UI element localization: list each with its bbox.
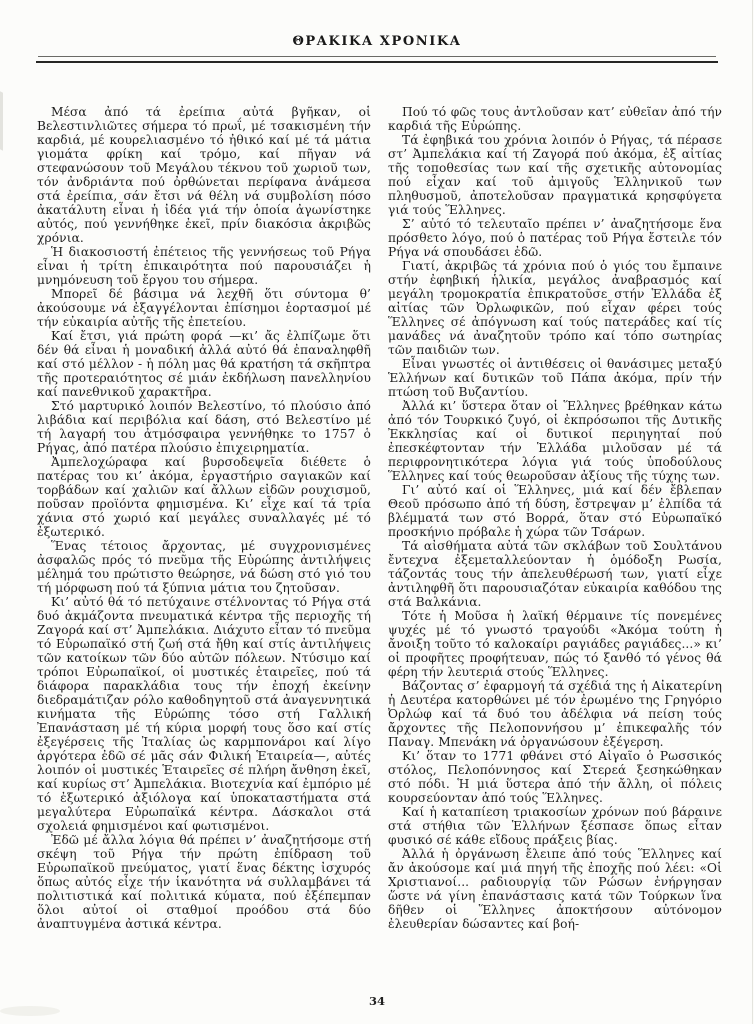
paragraph: Ἀλλά ἡ ὀργάνωση ἔλειπε ἀπό τούς Ἕλληνες καί ἄν ἀκούσομε καί μιά πηγή τῆς ἐποχῆς πού λέει: «Οἱ Χριστιανοί... ραδιουργίᾳ τῶν Ρώσων ἐνήργησαν ὥστε νά γίνη ἐπανάστασις κατά τῶν Τούρκων ἵνα δῆθεν οἱ Ἕλληνες ἀποκτήσουν αὐτόνομον ἐλευθερίαν δώσαντες καί βοή- xyxy=(388,847,722,931)
paragraph: Ἡ διακοσιοστή ἐπέτειος τῆς γεννήσεως τοῦ Ρήγα εἶναι ἡ τρίτη ἐπικαιρότητα πού παρουσιάζει ἡ μνημόνευση τοῦ ἔργου του σήμερα. xyxy=(37,245,371,287)
scan-artifact-left xyxy=(0,91,3,150)
paragraph: Τότε ἡ Μοῦσα ἡ λαϊκή θέρμαινε τίς πονεμένες ψυχές μέ τό γνωστό τραγούδι «Ἀκόμα τούτη ἡ ἄνοιξη τοῦτο τό καλοκαίρι ραγιάδες ραγιάδες...» κι’ οἱ προφῆτες προφήτευαν, πώς τό ξανθό τό γένος θά φέρη τήν λευτεριά στούς Ἕλληνες. xyxy=(388,609,722,679)
paragraph: Γι’ αὐτό καί οἱ Ἕλληνες, μιά καί δέν ἔβλεπαν Θεοῦ πρόσωπο ἀπό τή δύση, ἔστρεψαν μ’ ἐλπίδα τά βλέμματά των στό Βορρά, ὅταν στό Εὐρωπαϊκό προσκήνιο πρόβαλε ἡ χώρα τῶν Τσάρων. xyxy=(388,483,722,539)
paragraph: Καί ἔτσι, γιά πρώτη φορά —κι’ ἄς ἐλπίζωμε ὅτι δέν θά εἶναι ἡ μοναδική ἀλλά αὐτό θά ἐπαναληφθῆ καί στό μέλλον - ἡ πόλη μας θά κρατήση τά σκῆπτρα τῆς προτεραιότητος σέ μιάν ἐκδήλωση πανελληνίου καί πανεθνικοῦ χαρακτῆρα. xyxy=(37,329,371,399)
paragraph: Πού τό φῶς τους ἀντλοῦσαν κατ’ εὐθεῖαν ἀπό τήν καρδιά τῆς Εὐρώπης. xyxy=(388,105,722,133)
paragraph: Ἕνας τέτοιος ἄρχοντας, μέ συγχρονισμένες ἀσφαλῶς πρός τό πνεῦμα τῆς Εὐρώπης ἀντιλήψεις μέλημά του πρώτιστο θεώρησε, νά δώση στό γιό του τή μόρφωση πού τά ξύπνια μάτια του ζητοῦσαν. xyxy=(37,539,371,595)
paragraph: Μέσα ἀπό τά ἐρείπια αὐτά βγῆκαν, οἱ Βελεστινλιῶτες σήμερα τό πρωΐ, μέ τσακισμένη τήν καρδιά, μέ κουρελιασμένο τό ἠθικό καί μέ τά μάτια γιομάτα φρίκη καί τρόμο, καί πῆγαν νά στεφανώσουν τοῦ Μεγάλου τέκνου τοῦ χωριοῦ των, τόν ἀνδριάντα πού ὀρθώνεται περίφανα ἀνάμεσα στά ἐρείπια, σάν ἔτσι νά θέλη νά συμβολίση πόσο ἀκατάλυτη εἶναι ἡ ἰδέα γιά τήν ὁποία ἀγωνίστηκε αὐτός, πού γεννήθηκε ἐκεῖ, πρίν διακόσια ἀκριβῶς χρόνια. xyxy=(37,105,371,245)
right-text-column xyxy=(388,105,722,931)
paragraph: Κι’ ὅταν το 1771 φθάνει στό Αἰγαῖο ὁ Ρωσσικός στόλος, Πελοπόννησος καί Στερεά ξεσηκώθηκαν στό πόδι. Ἡ μιά ὕστερα ἀπό τήν ἄλλη, οἱ πόλεις κουρσεύονταν ἀπό τούς Ἕλληνες. xyxy=(388,749,722,805)
paragraph: Εἶναι γνωστές οἱ ἀντιθέσεις οἱ θανάσιμες μεταξύ Ἑλλήνων καί δυτικῶν τοῦ Πάπα ἀκόμα, πρίν τήν πτώση τοῦ Βυζαντίου. xyxy=(388,357,722,399)
two-column-text-block xyxy=(0,63,754,931)
scan-artifact-right-edge xyxy=(752,0,753,1024)
paragraph: Τά αἰσθήματα αὐτά τῶν σκλάβων τοῦ Σουλτάνου ἔντεχνα ἐξεμεταλλεύονταν ἡ ὁμόδοξη Ρωσία, τάζοντάς τους τήν ἀπελευθέρωσή των, γιατί εἶχε ἀντιληφθῆ ὅτι παρουσιαζόταν εὐκαιρία καθόδου της στά Βαλκάνια. xyxy=(388,539,722,609)
paragraph: Ἐδῶ μέ ἄλλα λόγια θά πρέπει ν’ ἀναζητήσομε στή σκέψη τοῦ Ρήγα τήν πρώτη ἐπίδραση τοῦ Εὐρωπαϊκοῦ πνεύματος, γιατί ἕνας δέκτης ἰσχυρός ὅπως αὐτός εἶχε τήν ἱκανότητα νά συλλαμβάνει τά πολιτιστικά καί πολιτικά κύματα, πού ἐξέπεμπαν ὅλοι αὐτοί οἱ σταθμοί προόδου στά δύο ἀναπτυγμένα ἀστικά κέντρα. xyxy=(37,833,371,931)
paragraph: Βάζοντας σ’ ἐφαρμογή τά σχέδιά της ἡ Αἰκατερίνη ἡ Δευτέρα κατορθώνει μέ τόν ἐρωμένο της Γρηγόριο Ὀρλώφ καί τά δυό του ἀδέλφια νά πείση τούς ἄρχοντες τῆς Πελοποννήσου μ’ ἐπικεφαλῆς τόν Παναγ. Μπενάκη νά ὀργανώσουν ἐξέγερση. xyxy=(388,679,722,749)
paragraph: Καί ἡ καταπίεση τριακοσίων χρόνων πού βάραινε στά στήθια τῶν Ἑλλήνων ξέσπασε ὅπως εἶταν φυσικό σέ κάθε εἴδους πράξεις βίας. xyxy=(388,805,722,847)
left-text-column xyxy=(37,105,371,931)
paragraph: Μπορεῖ δέ βάσιμα νά λεχθῆ ὅτι σύντομα θ’ ἀκούσουμε νά ἐξαγγέλονται ἐπίσημοι ἑορτασμοί μέ τήν εὐκαιρία αὐτῆς τῆς ἐπετείου. xyxy=(37,287,371,329)
paragraph: Κι’ αὐτό θά τό πετύχαινε στέλνοντας τό Ρήγα στά δυό ἀκμάζοντα πνευματικά κέντρα τῆς περιοχῆς τή Ζαγορά καί στ’ Ἀμπελάκια. Διάχυτο εἶταν τό πνεῦμα τό Εὐρωπαϊκό στή ζωή στά ἤθη καί στίς ἀντιλήψεις τῶν κατοίκων τῶν δύο αὐτῶν πόλεων. Ντύσιμο καί τρόποι Εὐρωπαϊκοί, οἱ μυστικές ἑταιρεῖες, πού τά διάφορα παρακλάδια τους τήν ἐποχή ἐκείνην διεδραμάτιζαν ρόλο καθοδηγητοῦ στά ἀναγεννητικά κινήματα τῆς Εὐρώπης τόσο στή Γαλλική Ἐπανάσταση μέ τή κύρια μορφή τους ὅσο καί στίς ἐξεγέρσεις τῆς Ἰταλίας ὡς καρμπονάροι καί λίγο ἀργότερα ἐδῶ σέ μᾶς σάν Φιλική Ἑταιρεία—, αὐτές λοιπόν οἱ μυστικές Ἑταιρεῖες σέ πλήρη ἄνθηση ἐκεῖ, καί κυρίως στ’ Ἀμπελάκια. Βιοτεχνία καί ἐμπόριο μέ τό ἐξωτερικό ἀξιόλογα καί ὑποκαταστήματα στά μεγαλύτερα Εὐρωπαϊκά κέντρα. Δάσκαλοι στά σχολειά φημισμένοι καί φωτισμένοι. xyxy=(37,595,371,833)
paragraph: Τά ἐφηβικά του χρόνια λοιπόν ὁ Ρήγας, τά πέρασε στ’ Ἀμπελάκια καί τή Ζαγορά πού ἀκόμα, ἐξ αἰτίας τῆς τοποθεσίας των καί τῆς σχετικῆς αὐτονομίας πού εἶχαν καί τοῦ ἀμιγοῦς Ἑλληνικοῦ των πληθυσμοῦ, ἀποτελοῦσαν πραγματικά κρησφύγετα γιά τούς Ἕλληνες. xyxy=(388,133,722,217)
paragraph: Ἀμπελοχώραφα καί βυρσοδεψεῖα διέθετε ὁ πατέρας του κι’ ἀκόμα, ἐργαστήριο σαγιακῶν καί τορβάδων καί χαλιῶν καί ἄλλων εἰδῶν ρουχισμοῦ, ποῦσαν προϊόντα φημισμένα. Κι’ εἶχε καί τά τρία χάνια στό χωριό καί μεγάλες συναλλαγές μέ τό ἐξωτερικό. xyxy=(37,455,371,539)
paragraph: Γιατί, ἀκριβῶς τά χρόνια πού ὁ γιός του ἔμπαινε στήν ἐφηβική ἡλικία, μεγάλος ἀναβρασμός καί μεγάλη τρομοκρατία ἐπικρατοῦσε στήν Ἑλλάδα ἐξ αἰτίας τῶν Ὀρλωφικῶν, πού εἶχαν φέρει τούς Ἕλληνες σέ ἀπόγνωση καί τούς πατεράδες καί τίς μανάδες νά ἀναζητοῦν τρόπο καί τόπο σωτηρίας τῶν παιδιῶν των. xyxy=(388,259,722,357)
running-head-title: ΘΡΑΚΙΚΑ ΧΡΟΝΙΚΑ xyxy=(292,34,462,49)
paragraph: Ἀλλά κι’ ὕστερα ὅταν οἱ Ἕλληνες βρέθηκαν κάτω ἀπό τόν Τουρκικό ζυγό, οἱ ἐκπρόσωποι τῆς Δυτικῆς Ἐκκλησίας καί οἱ δυτικοί περιηγηταί πού ἐπεσκέφτονταν τήν Ἑλλάδα μιλοῦσαν μέ τά περιφρονητικότερα λόγια γιά τούς ὑποδούλους Ἕλληνες καί τούς θεωροῦσαν ἀξίους τῆς τύχης των. xyxy=(388,399,722,483)
page-number: 34 xyxy=(368,994,385,1008)
paragraph: Στό μαρτυρικό λοιπόν Βελεστίνο, τό πλούσιο ἀπό λιβάδια καί περιβόλια καί δάση, στό Βελεστίνο μέ τή λαγαρή του ἀτμόσφαιρα γεννήθηκε το 1757 ὁ Ρήγας, ἀπό πατέρα πλούσιο ἐπιχειρηματία. xyxy=(37,399,371,455)
paragraph: Σ’ αὐτό τό τελευταῖο πρέπει ν’ ἀναζητήσομε ἕνα πρόσθετο λόγο, πού ὁ πατέρας τοῦ Ρήγα ἔστειλε τόν Ρήγα νά σπουδάσει ἐδῶ. xyxy=(388,217,722,259)
header-rule-thin xyxy=(38,56,716,57)
